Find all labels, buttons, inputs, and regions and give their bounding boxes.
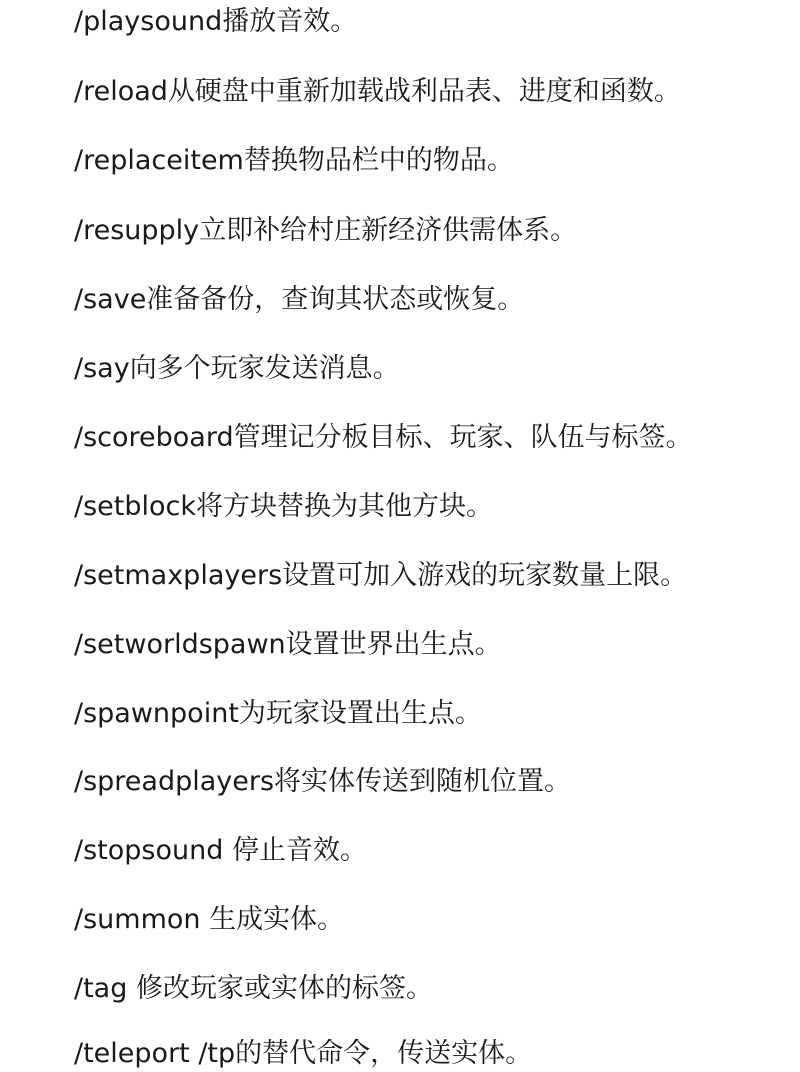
command-line-setworldspawn: /setworldspawn设置世界出生点。	[74, 629, 502, 660]
command-line-say: /say向多个玩家发送消息。	[74, 353, 400, 384]
command-line-tag: /tag 修改玩家或实体的标签。	[74, 973, 433, 1004]
command-line-reload: /reload从硬盘中重新加载战利品表、进度和函数。	[74, 76, 681, 107]
command-line-setblock: /setblock将方块替换为其他方块。	[74, 491, 494, 522]
command-line-spreadplayers: /spreadplayers将实体传送到随机位置。	[74, 766, 572, 797]
command-line-setmaxplayers: /setmaxplayers设置可加入游戏的玩家数量上限。	[74, 560, 688, 591]
command-line-save: /save准备备份，查询其状态或恢复。	[74, 284, 525, 315]
command-line-playsound: /playsound播放音效。	[74, 6, 358, 37]
command-line-teleport: /teleport /tp的替代命令，传送实体。	[74, 1038, 533, 1069]
command-line-summon: /summon 生成实体。	[74, 904, 345, 935]
command-line-resupply: /resupply立即补给村庄新经济供需体系。	[74, 215, 578, 246]
command-line-spawnpoint: /spawnpoint为玩家设置出生点。	[74, 698, 482, 729]
command-line-scoreboard: /scoreboard管理记分板目标、玩家、队伍与标签。	[74, 422, 693, 453]
command-line-stopsound: /stopsound 停止音效。	[74, 835, 367, 866]
command-line-replaceitem: /replaceitem替换物品栏中的物品。	[74, 145, 514, 176]
